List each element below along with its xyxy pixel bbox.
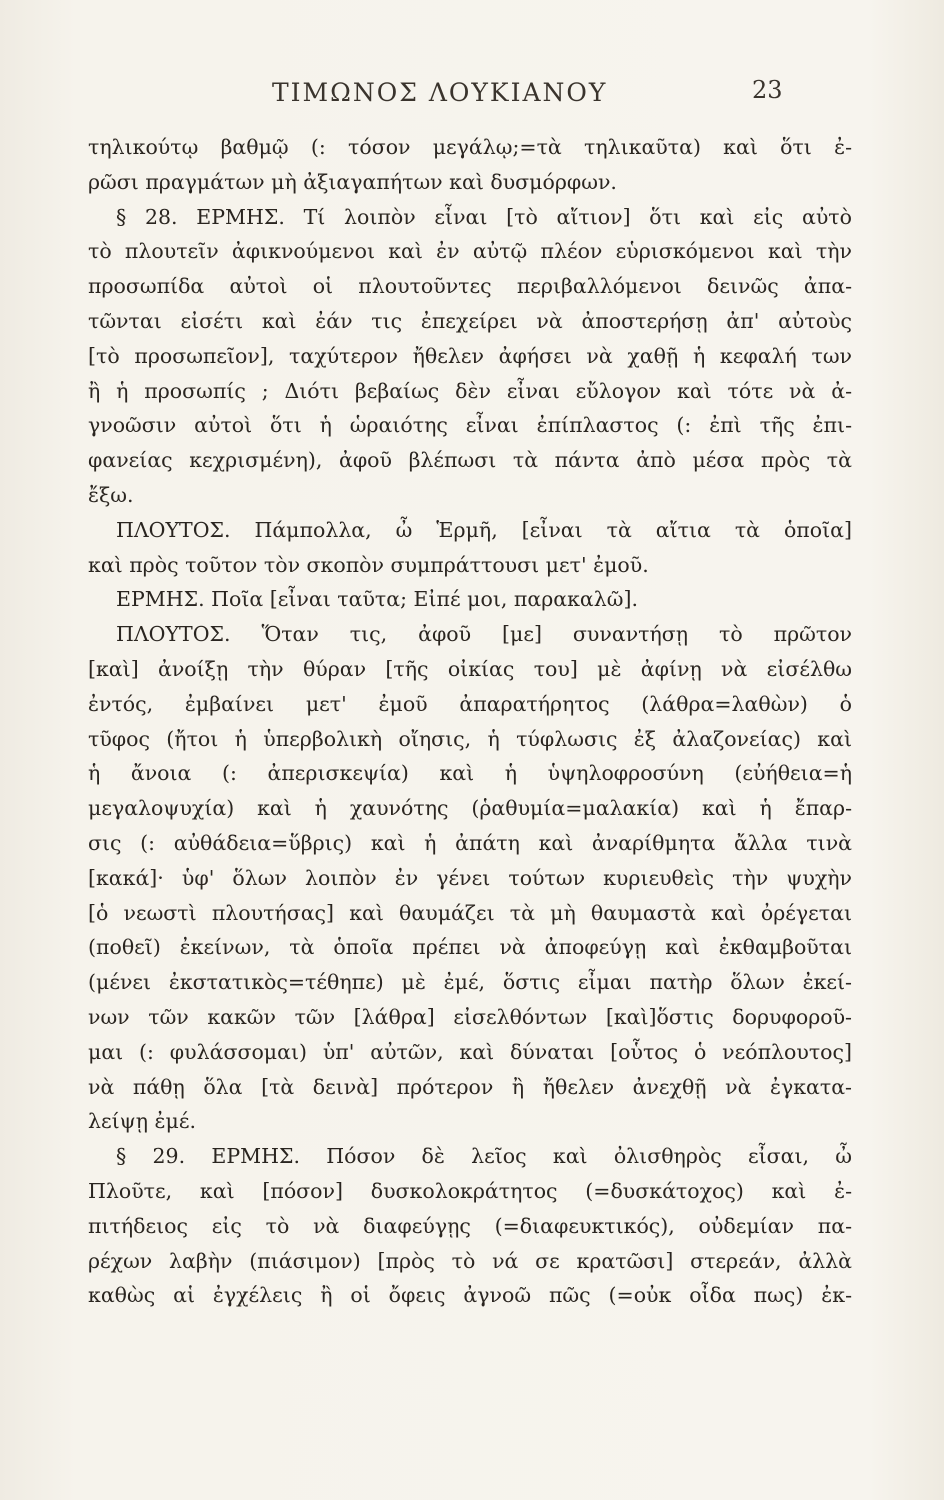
text-line: νὰ πάθῃ ὅλα [τὰ δεινὰ] πρότερον ἢ ἤθελεν ἀνεχθῇ νὰ ἐγκατα- bbox=[88, 1074, 852, 1099]
text-line: ἐντός, ἐμβαίνει μετ' ἐμοῦ ἀπαρατήρητος (λάθρα=λαθὼν) ὁ bbox=[88, 691, 852, 716]
text-line: μαι (: φυλάσσομαι) ὑπ' αὐτῶν, καὶ δύναται [οὗτος ὁ νεόπλουτος] bbox=[88, 1039, 852, 1064]
text-line: Πλοῦτε, καὶ [πόσον] δυσκολοκράτητος (=δυσκάτοχος) καὶ ἐ- bbox=[88, 1178, 852, 1203]
page-number: 23 bbox=[752, 76, 783, 104]
text-line: τηλικούτῳ βαθμῷ (: τόσον μεγάλῳ;=τὰ τηλικαῦτα) καὶ ὅτι ἐ- bbox=[88, 135, 852, 159]
text-line: [ὁ νεωστὶ πλουτήσας] καὶ θαυμάζει τὰ μὴ θαυμαστὰ καὶ ὀρέγεται bbox=[88, 900, 852, 925]
text-line: φανείας κεχρισμένη), ἀφοῦ βλέπωσι τὰ πάντα ἀπὸ μέσα πρὸς τὰ bbox=[88, 448, 852, 473]
text-line: ρῶσι πραγμάτων μὴ ἀξιαγαπήτων καὶ δυσμόρφων. bbox=[88, 169, 617, 194]
text-line: (μένει ἐκστατικὸς=τέθηπε) μὲ ἐμέ, ὅστις εἶμαι πατὴρ ὅλων ἐκεί- bbox=[88, 970, 852, 995]
text-line: καὶ πρὸς τοῦτον τὸν σκοπὸν συμπράττουσι μετ' ἐμοῦ. bbox=[88, 552, 649, 577]
text-line: ΠΛΟΥΤΟΣ. Ὅταν τις, ἀφοῦ [με] συναντήσῃ τὸ πρῶτον bbox=[116, 622, 852, 647]
text-line: γνοῶσιν αὐτοὶ ὅτι ἡ ὡραιότης εἶναι ἐπίπλαστος (: ἐπὶ τῆς ἐπι- bbox=[88, 413, 852, 438]
text-line: τῦφος (ἤτοι ἡ ὑπερβολικὴ οἴησις, ἡ τύφλωσις ἐξ ἀλαζονείας) καὶ bbox=[88, 726, 852, 751]
text-line: πιτήδειος εἰς τὸ νὰ διαφεύγῃς (=διαφευκτικός), οὐδεμίαν πα- bbox=[88, 1213, 852, 1238]
text-line: μεγαλοψυχία) καὶ ἡ χαυνότης (ῥαθυμία=μαλακία) καὶ ἡ ἔπαρ- bbox=[88, 796, 852, 821]
text-line: [καὶ] ἀνοίξῃ τὴν θύραν [τῆς οἰκίας του] μὲ ἀφίνῃ νὰ εἰσέλθω bbox=[88, 656, 852, 681]
text-line: καθὼς αἱ ἐγχέλεις ἢ οἱ ὄφεις ἀγνοῶ πῶς (=οὐκ οἶδα πως) ἐκ- bbox=[88, 1283, 852, 1308]
text-line: ἔξω. bbox=[88, 482, 134, 507]
text-line: ΕΡΜΗΣ. Ποῖα [εἶναι ταῦτα; Εἰπέ μοι, παρακαλῶ]. bbox=[116, 587, 638, 612]
text-body bbox=[88, 130, 852, 1313]
text-line: § 28. ΕΡΜΗΣ. Τί λοιπὸν εἶναι [τὸ αἴτιον] ὅτι καὶ εἰς αὐτὸ bbox=[116, 204, 852, 229]
text-line: ΠΛΟΥΤΟΣ. Πάμπολλα, ὦ Ἑρμῆ, [εἶναι τὰ αἴτια τὰ ὁποῖα] bbox=[116, 517, 852, 542]
running-title: ΤΙΜΩΝΟΣ ΛΟΥΚΙΑΝΟΥ bbox=[272, 78, 608, 107]
text-line: τῶνται εἰσέτι καὶ ἐάν τις ἐπεχείρει νὰ ἀποστερήσῃ ἀπ' αὐτοὺς bbox=[88, 308, 852, 333]
text-line: [κακά]· ὑφ' ὅλων λοιπὸν ἐν γένει τούτων κυριευθεὶς τὴν ψυχὴν bbox=[88, 865, 852, 890]
text-line: νων τῶν κακῶν τῶν [λάθρα] εἰσελθόντων [καὶ]ὅστις δορυφοροῦ- bbox=[88, 1004, 852, 1029]
text-line: (ποθεῖ) ἐκείνων, τὰ ὁποῖα πρέπει νὰ ἀποφεύγῃ καὶ ἐκθαμβοῦται bbox=[88, 935, 852, 960]
text-line: § 29. ΕΡΜΗΣ. Πόσον δὲ λεῖος καὶ ὀλισθηρὸς εἶσαι, ὦ bbox=[116, 1144, 852, 1169]
text-line: λείψῃ ἐμέ. bbox=[88, 1109, 196, 1134]
text-line: ἡ ἄνοια (: ἀπερισκεψία) καὶ ἡ ὑψηλοφροσύνη (εὐήθεια=ἡ bbox=[88, 761, 852, 786]
text-line: [τὸ προσωπεῖον], ταχύτερον ἤθελεν ἀφήσει νὰ χαθῇ ἡ κεφαλή των bbox=[88, 343, 852, 368]
text-line: προσωπίδα αὐτοὶ οἱ πλουτοῦντες περιβαλλόμενοι δεινῶς ἀπα- bbox=[88, 274, 852, 299]
text-line: τὸ πλουτεῖν ἀφικνούμενοι καὶ ἐν αὐτῷ πλέον εὑρισκόμενοι καὶ τὴν bbox=[88, 239, 852, 264]
text-line: ρέχων λαβὴν (πιάσιμον) [πρὸς τὸ νά σε κρατῶσι] στερεάν, ἀλλὰ bbox=[88, 1248, 852, 1273]
text-line: σις (: αὐθάδεια=ὕβρις) καὶ ἡ ἀπάτη καὶ ἀναρίθμητα ἄλλα τινὰ bbox=[88, 830, 852, 855]
text-line: ἢ ἡ προσωπίς ; Διότι βεβαίως δὲν εἶναι εὔλογον καὶ τότε νὰ ἀ- bbox=[88, 378, 852, 403]
